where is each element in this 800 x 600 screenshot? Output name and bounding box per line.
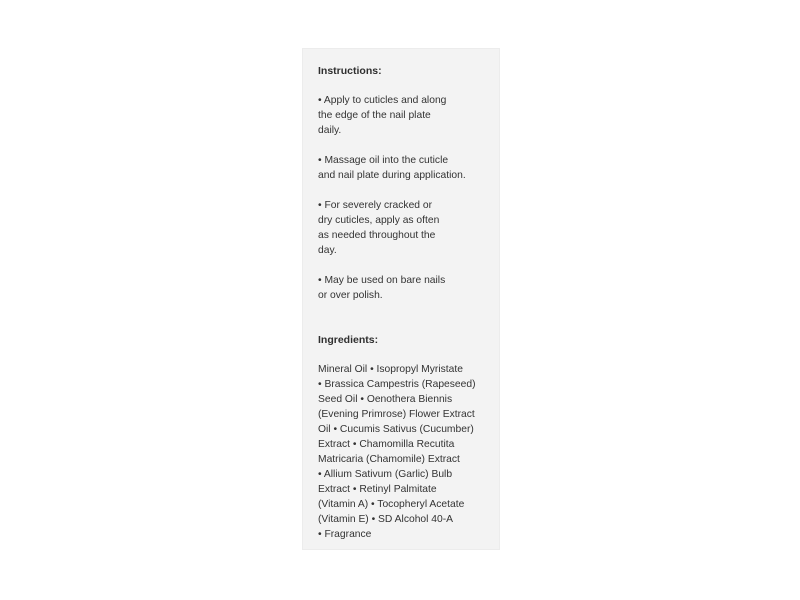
ingredients-line: (Vitamin E) • SD Alcohol 40-A bbox=[318, 514, 454, 525]
instruction-item-1 bbox=[318, 93, 492, 138]
instruction-line: • May be used on bare nails bbox=[318, 275, 446, 286]
instruction-line: and nail plate during application. bbox=[318, 170, 466, 181]
ingredients-line: Extract • Chamomilla Recutita bbox=[318, 439, 455, 450]
instruction-line: daily. bbox=[318, 125, 342, 136]
ingredients-line: (Vitamin A) • Tocopheryl Acetate bbox=[318, 499, 465, 510]
ingredients-line: • Fragrance bbox=[318, 529, 372, 540]
ingredients-line: Mineral Oil • Isopropyl Myristate bbox=[318, 364, 463, 375]
ingredients-list bbox=[318, 362, 492, 542]
ingredients-line: Matricaria (Chamomile) Extract bbox=[318, 454, 460, 465]
ingredients-line: Oil • Cucumis Sativus (Cucumber) bbox=[318, 424, 474, 435]
ingredients-line: (Evening Primrose) Flower Extract bbox=[318, 409, 475, 420]
instruction-line: the edge of the nail plate bbox=[318, 110, 431, 121]
ingredients-line: • Allium Sativum (Garlic) Bulb bbox=[318, 469, 453, 480]
instruction-line: day. bbox=[318, 245, 337, 256]
product-label-panel bbox=[302, 48, 500, 550]
instruction-item-4 bbox=[318, 273, 492, 303]
instruction-line: • Massage oil into the cuticle bbox=[318, 155, 449, 166]
ingredients-heading: Ingredients: bbox=[318, 334, 379, 346]
instruction-line: • Apply to cuticles and along bbox=[318, 95, 447, 106]
instruction-line: or over polish. bbox=[318, 290, 383, 301]
ingredients-line: Seed Oil • Oenothera Biennis bbox=[318, 394, 453, 405]
instruction-line: • For severely cracked or bbox=[318, 200, 433, 211]
instruction-item-2 bbox=[318, 153, 492, 183]
instructions-list bbox=[318, 93, 492, 303]
ingredients-line: Extract • Retinyl Palmitate bbox=[318, 484, 437, 495]
ingredients-line: • Brassica Campestris (Rapeseed) bbox=[318, 379, 476, 390]
instruction-line: dry cuticles, apply as often bbox=[318, 215, 440, 226]
instruction-line: as needed throughout the bbox=[318, 230, 436, 241]
instruction-item-3 bbox=[318, 198, 492, 258]
instructions-heading: Instructions: bbox=[318, 65, 382, 77]
